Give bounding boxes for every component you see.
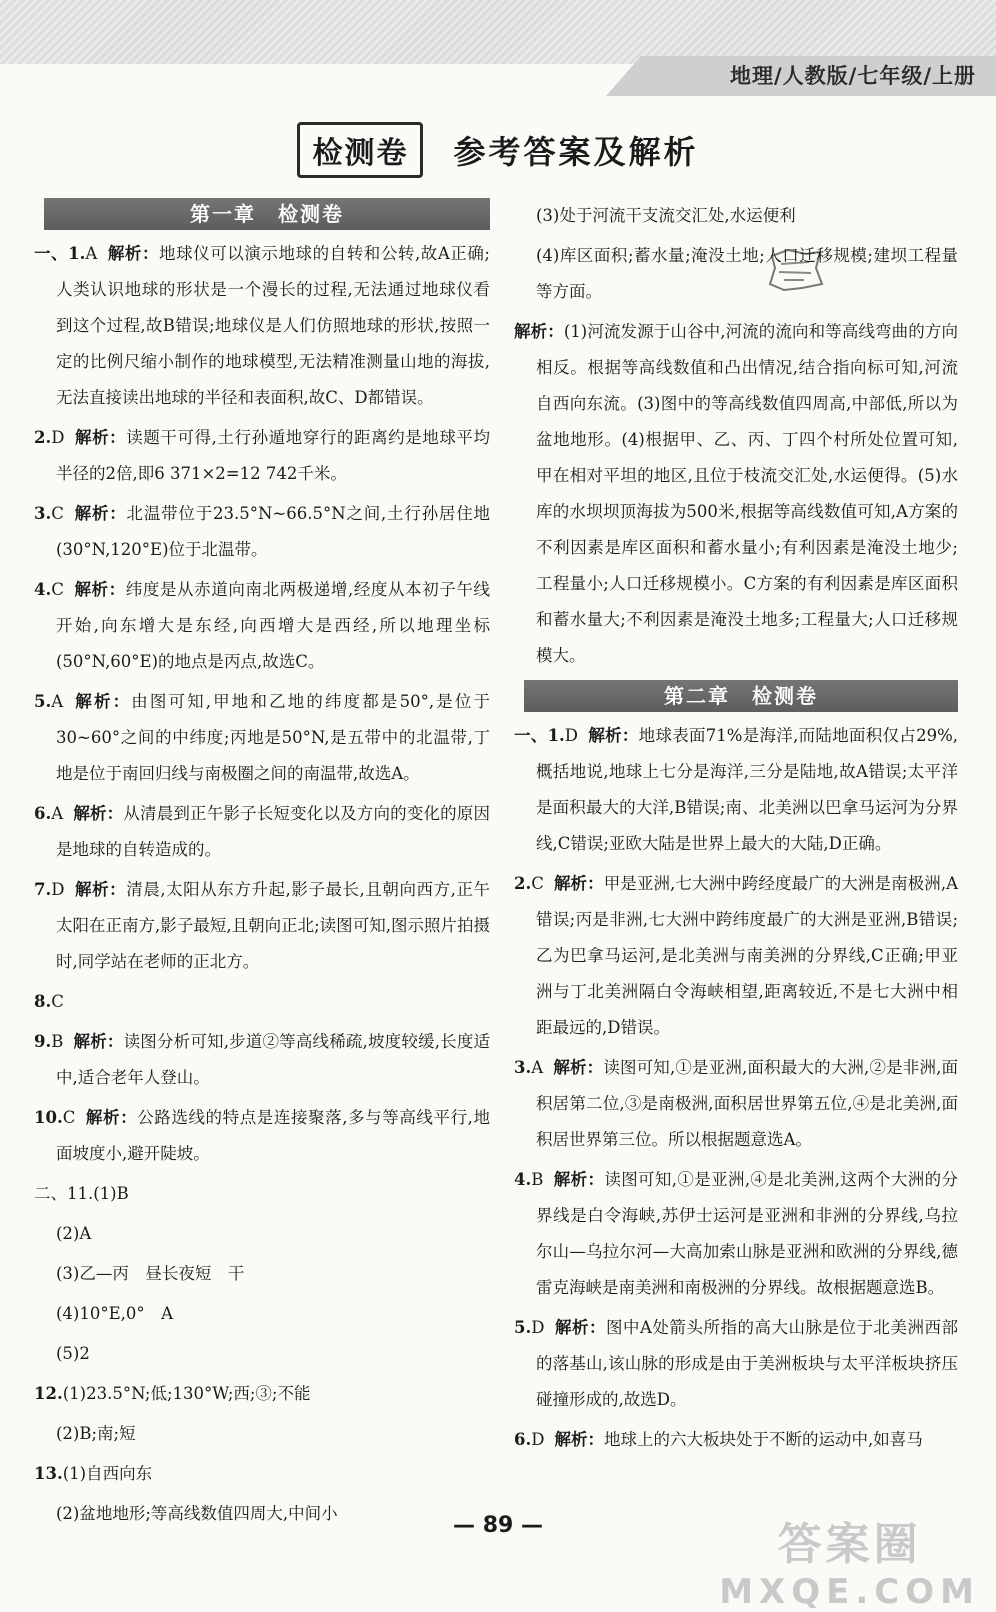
- subject-label: 地理/人教版/七年级/上册: [729, 64, 976, 88]
- sub-answer: (2)A: [56, 1224, 92, 1243]
- answer-item: 6.A 解析：从清晨到正午影子长短变化以及方向的变化的原因是地球的自转造成的。: [34, 804, 491, 859]
- answer-item: 2.C 解析：甲是亚洲,七大洲中跨经度最广的大洲是南极洲,A错误;丙是非洲,七大洲中跨纬度最广的大洲是亚洲,B错误;乙为巴拿马运河,是北美洲与南美洲的分界线,C正确;甲亚洲与丁北美洲隔白令海峡相望,距离较近,不是七大洲中相距最远的,D错误。: [514, 874, 959, 1037]
- answer-item-q13: 13.(1)自西向东: [34, 1464, 153, 1483]
- sub-answer: (4)库区面积;蓄水量;淹没土地;人口迁移规模;建坝工程量等方面。: [536, 246, 958, 301]
- answer-item: 5.D 解析：图中A处箭头所指的高大山脉是位于北美洲西部的落基山,该山脉的形成是由于美洲板块与太平洋板块挤压碰撞形成的,故选D。: [514, 1318, 959, 1409]
- sub-answer: (3)处于河流干支流交汇处,水运便利: [536, 206, 796, 225]
- answer-item: 7.D 解析：清晨,太阳从东方升起,影子最长,且朝向西方,正午太阳在正南方,影子最短,且朝向正北;读图可知,图示照片拍摄时,同学站在老师的正北方。: [34, 880, 491, 971]
- title-main: 参考答案及解析: [453, 133, 699, 171]
- sub-answer: (2)B;南;短: [56, 1424, 136, 1443]
- right-column: [514, 198, 958, 1462]
- answer-item: 10.C 解析：公路选线的特点是连接聚落,多与等高线平行,地面坡度小,避开陡坡。: [34, 1108, 491, 1163]
- title-box: 检测卷: [297, 122, 423, 178]
- analysis-paragraph: 解析：(1)河流发源于山谷中,河流的流向和等高线弯曲的方向相反。根据等高线数值和凸出情况,结合指向标可知,河流自西向东流。(3)图中的等高线数值四周高,中部低,所以为盆地地形。(4)根据甲、乙、丙、丁四个村所处位置可知,甲在相对平坦的地区,且位于枝流交汇处,水运便得。(5)水库的水坝坝顶海拔为500米,根据等高线数值可知,A方案的不利因素是库区面积和蓄水量小;有利因素是淹没土地少;工程量小;人口迁移规模小。C方案的有利因素是库区面积和蓄水量大;不利因素是淹没土地多;工程量大;人口迁移规模大。: [514, 322, 959, 665]
- watermark-logo: 答案圈 MXQE.COM: [719, 1519, 980, 1612]
- answer-item: 2.D 解析：读题干可得,土行孙遁地穿行的距离约是地球平均半径的2倍,即6 371×2=12 742千米。: [34, 428, 491, 483]
- header-pattern-strip: [0, 0, 996, 64]
- left-column: [34, 198, 490, 1536]
- answer-item: 6.D 解析：地球上的六大板块处于不断的运动中,如喜马: [514, 1430, 923, 1449]
- sub-answer: (2)盆地地形;等高线数值四周大,中间小: [56, 1504, 338, 1523]
- sub-answer: (3)乙—丙 昼长夜短 干: [56, 1264, 245, 1283]
- sub-answer: (5)2: [56, 1344, 90, 1363]
- answer-item: 5.A 解析：由图可知,甲地和乙地的纬度都是50°,是位于30~60°之间的中纬度;丙地是50°N,是五带中的北温带,丁地是位于南回归线与南极圈之间的南温带,故选A。: [34, 692, 490, 783]
- answer-item: 3.C 解析：北温带位于23.5°N~66.5°N之间,土行孙居住地(30°N,120°E)位于北温带。: [34, 504, 491, 559]
- answer-item: 4.C 解析：纬度是从赤道向南北两极递增,经度从本初子午线开始,向东增大是东经,向西增大是西经,所以地理坐标(50°N,60°E)的地点是丙点,故选C。: [34, 580, 491, 671]
- answer-item-q11: 二、11.(1)B: [34, 1184, 129, 1203]
- section-header-chapter2: 第二章 检测卷: [524, 680, 958, 712]
- page-title: [0, 122, 996, 178]
- answer-item: 一、1.D 解析：地球表面71%是海洋,而陆地面积仅占29%,概括地说,地球上七分是海洋,三分是陆地,故A错误;太平洋是面积最大的大洋,B错误;南、北美洲以巴拿马运河为分界线,C错误;亚欧大陆是世界上最大的大陆,D正确。: [514, 726, 958, 853]
- answer-item: 4.B 解析：读图可知,①是亚洲,④是北美洲,这两个大洲的分界线是白令海峡,苏伊士运河是亚洲和非洲的分界线,乌拉尔山—乌拉尔河—大高加索山脉是亚洲和欧洲的分界线,德雷克海峡是南美洲和南极洲的分界线。故根据题意选B。: [514, 1170, 958, 1297]
- answer-item: 3.A 解析：读图可知,①是亚洲,面积最大的大洲,②是非洲,面积居第二位,③是南极洲,面积居世界第五位,④是北美洲,面积居世界第三位。所以根据题意选A。: [514, 1058, 959, 1149]
- section-header-chapter1: 第一章 检测卷: [44, 198, 490, 230]
- answer-item: 9.B 解析：读图分析可知,步道②等高线稀疏,坡度较缓,长度适中,适合老年人登山。: [34, 1032, 490, 1087]
- sub-answer: (4)10°E,0° A: [56, 1304, 174, 1323]
- answer-item: 8.C: [34, 992, 64, 1011]
- answer-item-q12: 12.(1)23.5°N;低;130°W;西;③;不能: [34, 1384, 311, 1403]
- answer-item: 一、1.A 解析：地球仪可以演示地球的自转和公转,故A正确;人类认识地球的形状是一个漫长的过程,无法通过地球仪看到这个过程,故B错误;地球仪是人们仿照地球的形状,按照一定的比例尺缩小制作的地球模型,无法精准测量山地的海拔,无法直接读出地球的半径和表面积,故C、D都错误。: [34, 244, 490, 407]
- page-number: — 89 —: [453, 1513, 543, 1538]
